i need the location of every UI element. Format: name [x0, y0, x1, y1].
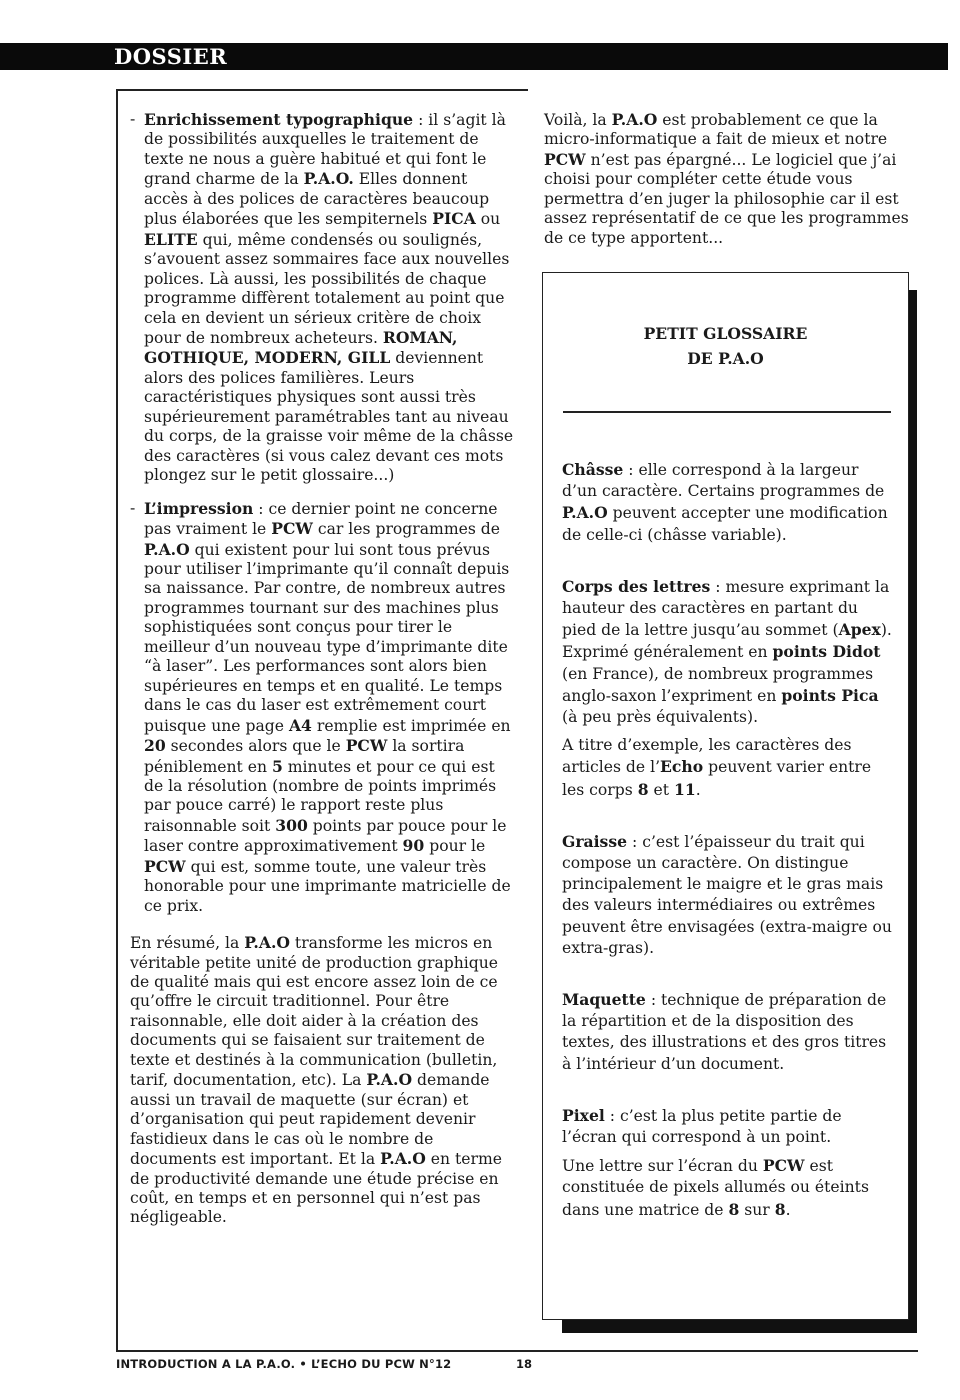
bold-term: 20 [144, 736, 166, 756]
text-run: Voilà, la [544, 111, 612, 129]
text-run: demande aussi un travail de maquette (sur écran) et d’organisation qui peut rapidement devenir fastidieux dans le cas où le nombre de documents est important. Et la [130, 1071, 490, 1169]
text-run: : il s’agit là de possibilités auxquelles le traitement de texte ne nous a guère habitué et qui font le grand charme de la [144, 111, 506, 189]
glossary-paragraph [562, 1105, 896, 1148]
text-run: : c’est l’épaisseur du trait qui compose un caractère. On distingue principalement le maigre et le gras mais des valeurs intermédiaires ou extrêmes peuvent être envisagées (extra-maigre ou extra-gras). [562, 832, 892, 957]
glossary-shadow-right [909, 290, 917, 1333]
frame-top-rule [116, 89, 528, 91]
bold-term: 8 [774, 1199, 786, 1219]
bold-term: 11 [673, 779, 696, 799]
text-run: (à peu près équivalents). [562, 708, 759, 727]
bold-term: PCW [345, 736, 388, 756]
bold-term: PCW [544, 149, 586, 169]
frame-bottom-rule [116, 1350, 918, 1352]
bold-term: Maquette [562, 990, 646, 1010]
glossary-entry [562, 459, 896, 546]
paragraph-impression [144, 499, 514, 917]
glossary-entry [562, 1105, 896, 1221]
footer-publication: INTRODUCTION A LA P.A.O. • L’ECHO DU PCW N°12 [116, 1357, 452, 1371]
bold-term: P.A.O [144, 539, 190, 559]
bold-term: points Pica [781, 685, 879, 705]
glossary-paragraph [562, 459, 896, 546]
text-run: qui est, somme toute, une valeur très honorable pour une imprimante matricielle de ce prix. [144, 857, 511, 915]
bold-term: PCW [762, 1156, 805, 1176]
text-run: en terme de productivité demande une étude précise en coût, en temps et en personnel qui n’est pas négligeable. [130, 1150, 502, 1227]
frame-left-rule [116, 89, 118, 1351]
text-run: est constituée de pixels allumés ou éteints dans une matrice de [562, 1157, 869, 1219]
text-run: transforme les micros en véritable petite unité de production graphique de qualité mais qui est encore assez loin de ce qu’offre le circuit traditionnel. Pour être raisonnable, elle doit aider à la création des documents qui se faisaient sur traitement de texte et destinés à la communication (bulletin, tarif, documentation, etc). La [130, 934, 499, 1090]
text-run: minutes et pour ce qui est de la résolution (nombre de points imprimés par pouce carré) le rapport reste plus raisonnable soit [144, 757, 497, 835]
bold-term: L’impression [144, 498, 254, 518]
glossary-box [542, 272, 909, 1320]
bold-term: Graisse [562, 831, 628, 851]
paragraph-enrichissement [144, 110, 514, 486]
section-title: DOSSIER [114, 44, 228, 69]
glossary-title-line-1: PETIT GLOSSAIRE [643, 324, 808, 343]
bold-term: P.A.O [244, 933, 290, 953]
paragraph-resume [130, 933, 514, 1228]
bold-term: PCW [271, 519, 313, 539]
text-run: sur [739, 1200, 775, 1219]
list-dash: - [130, 498, 136, 517]
glossary-paragraph [562, 576, 896, 728]
text-run: . [785, 1200, 791, 1219]
glossary-paragraph [562, 735, 896, 801]
text-run: peuvent varier entre les corps [562, 758, 872, 799]
text-run: ou [475, 210, 501, 229]
text-run: En résumé, la [130, 934, 245, 953]
text-run: A titre d’exemple, les caractères des articles de l’ [562, 736, 852, 777]
bold-term: Apex [838, 620, 881, 640]
text-run: n’est pas épargné... Le logiciel que j’ai choisi pour compléter cette étude vous permettra d’en juger la philosophie car il est assez représentatif de ce que les programmes de ce type apportent... [544, 150, 909, 247]
glossary-paragraph [562, 1155, 896, 1221]
section-header-bar [0, 43, 948, 70]
text-run: qui, même condensés ou soulignés, s’avouent assez sommaires face aux nouvelles polices. Là aussi, les possibilités de chaque programme diffèrent totalement au point que cela en devient un sérieux critère de choix pour de nombreux acheteurs. [144, 230, 510, 347]
bold-term: Châsse [562, 460, 624, 479]
bold-term: 8 [728, 1199, 740, 1219]
text-run: peuvent accepter une modification de celle-ci (châsse variable). [562, 504, 888, 544]
text-run: secondes alors que le [165, 737, 346, 756]
glossary-entry [562, 831, 896, 959]
text-run: : technique de préparation de la répartition et de la disposition des textes, des illustrations et des gros titres à l’intérieur d’un document. [562, 991, 887, 1073]
bold-term: Pixel [562, 1105, 605, 1125]
text-run: ). Exprimé généralement en [562, 621, 892, 662]
glossary-paragraph [562, 989, 896, 1075]
page-number: 18 [516, 1357, 533, 1371]
text-run: . [695, 780, 701, 799]
bold-term: P.A.O [562, 503, 608, 523]
glossary-title [543, 321, 908, 371]
text-run: qui existent pour lui sont tous prévus pour utiliser l’imprimante qu’il connaît depuis sa naissance. Par contre, de nombreux autres programmes tournant sur des machines plus sophistiquées sont conçus pour tirer le meilleur d’un nouveau type d’imprimante dite “à laser”. Les performances sont alors bien supérieures en temps et en qualité. Le temps dans le cas du laser est extrêmement court puisque une page [144, 540, 510, 735]
text-run: Elles donnent accès à des polices de caractères beaucoup plus élaborées que les sempiternels [144, 170, 490, 229]
list-item-enrichissement [130, 110, 514, 486]
bold-term: 90 [402, 836, 425, 856]
left-column [130, 110, 514, 1228]
text-run: points par pouce pour le laser contre approximativement [144, 816, 507, 856]
bold-term: P.A.O [611, 110, 658, 129]
list-dash: - [130, 110, 136, 128]
bold-term: 5 [271, 756, 283, 776]
text-run: et [648, 780, 674, 799]
text-run: (en France), de nombreux programmes anglo-saxon l’expriment en [562, 664, 874, 705]
bold-term: 8 [637, 779, 649, 799]
bold-term: P.A.O [380, 1149, 426, 1169]
text-run: : c’est la plus petite partie de l’écran qui correspond à un point. [562, 1106, 842, 1147]
glossary-shadow-bottom [562, 1320, 917, 1333]
glossary-title-line-2: DE P.A.O [687, 349, 764, 368]
glossary-entry [562, 576, 896, 801]
glossary-divider [563, 411, 891, 413]
text-run: Une lettre sur l’écran du [562, 1157, 763, 1176]
bold-term: ROMAN, GOTHIQUE, MODERN, GILL [144, 327, 458, 368]
paragraph-intro [544, 110, 922, 248]
bold-term: ELITE [144, 229, 198, 249]
bold-term: PICA [432, 209, 476, 229]
text-run: : elle correspond à la largeur d’un caractère. Certains programmes de [562, 461, 885, 501]
bold-term: PCW [144, 856, 186, 876]
text-run: remplie est imprimée en [311, 716, 511, 735]
bold-term: points Didot [772, 642, 881, 662]
glossary-paragraph [562, 831, 896, 959]
bold-term: Echo [660, 757, 704, 777]
list-item-impression [130, 499, 514, 917]
bold-term: P.A.O. [303, 169, 354, 189]
bold-term: 300 [275, 815, 308, 835]
text-run: : ce dernier point ne concerne pas vraiment le [144, 499, 498, 539]
text-run: : mesure exprimant la hauteur des caractères en partant du pied de la lettre jusqu’au sommet ( [562, 577, 890, 640]
text-run: car les programmes de [312, 520, 501, 539]
glossary-entry [562, 989, 896, 1075]
text-run: deviennent alors des polices familières. Leurs caractéristiques physiques sont aussi très supérieurement paramétrables tant au niveau du corps, de la graisse voir même de la châsse des caractères (si vous calez devant ces mots plongez sur le petit glossaire...) [144, 349, 514, 485]
right-column-intro [544, 110, 922, 248]
text-run: est probablement ce que la micro-informatique a fait de mieux et notre [544, 111, 888, 149]
bold-term: A4 [288, 715, 312, 735]
bold-term: P.A.O [366, 1070, 413, 1090]
glossary-entries [562, 459, 896, 1221]
text-run: la sortira péniblement en [144, 737, 465, 776]
bold-term: Corps des lettres [562, 576, 711, 596]
bold-term: Enrichissement typographique [144, 110, 414, 129]
text-run: pour le [424, 837, 486, 856]
